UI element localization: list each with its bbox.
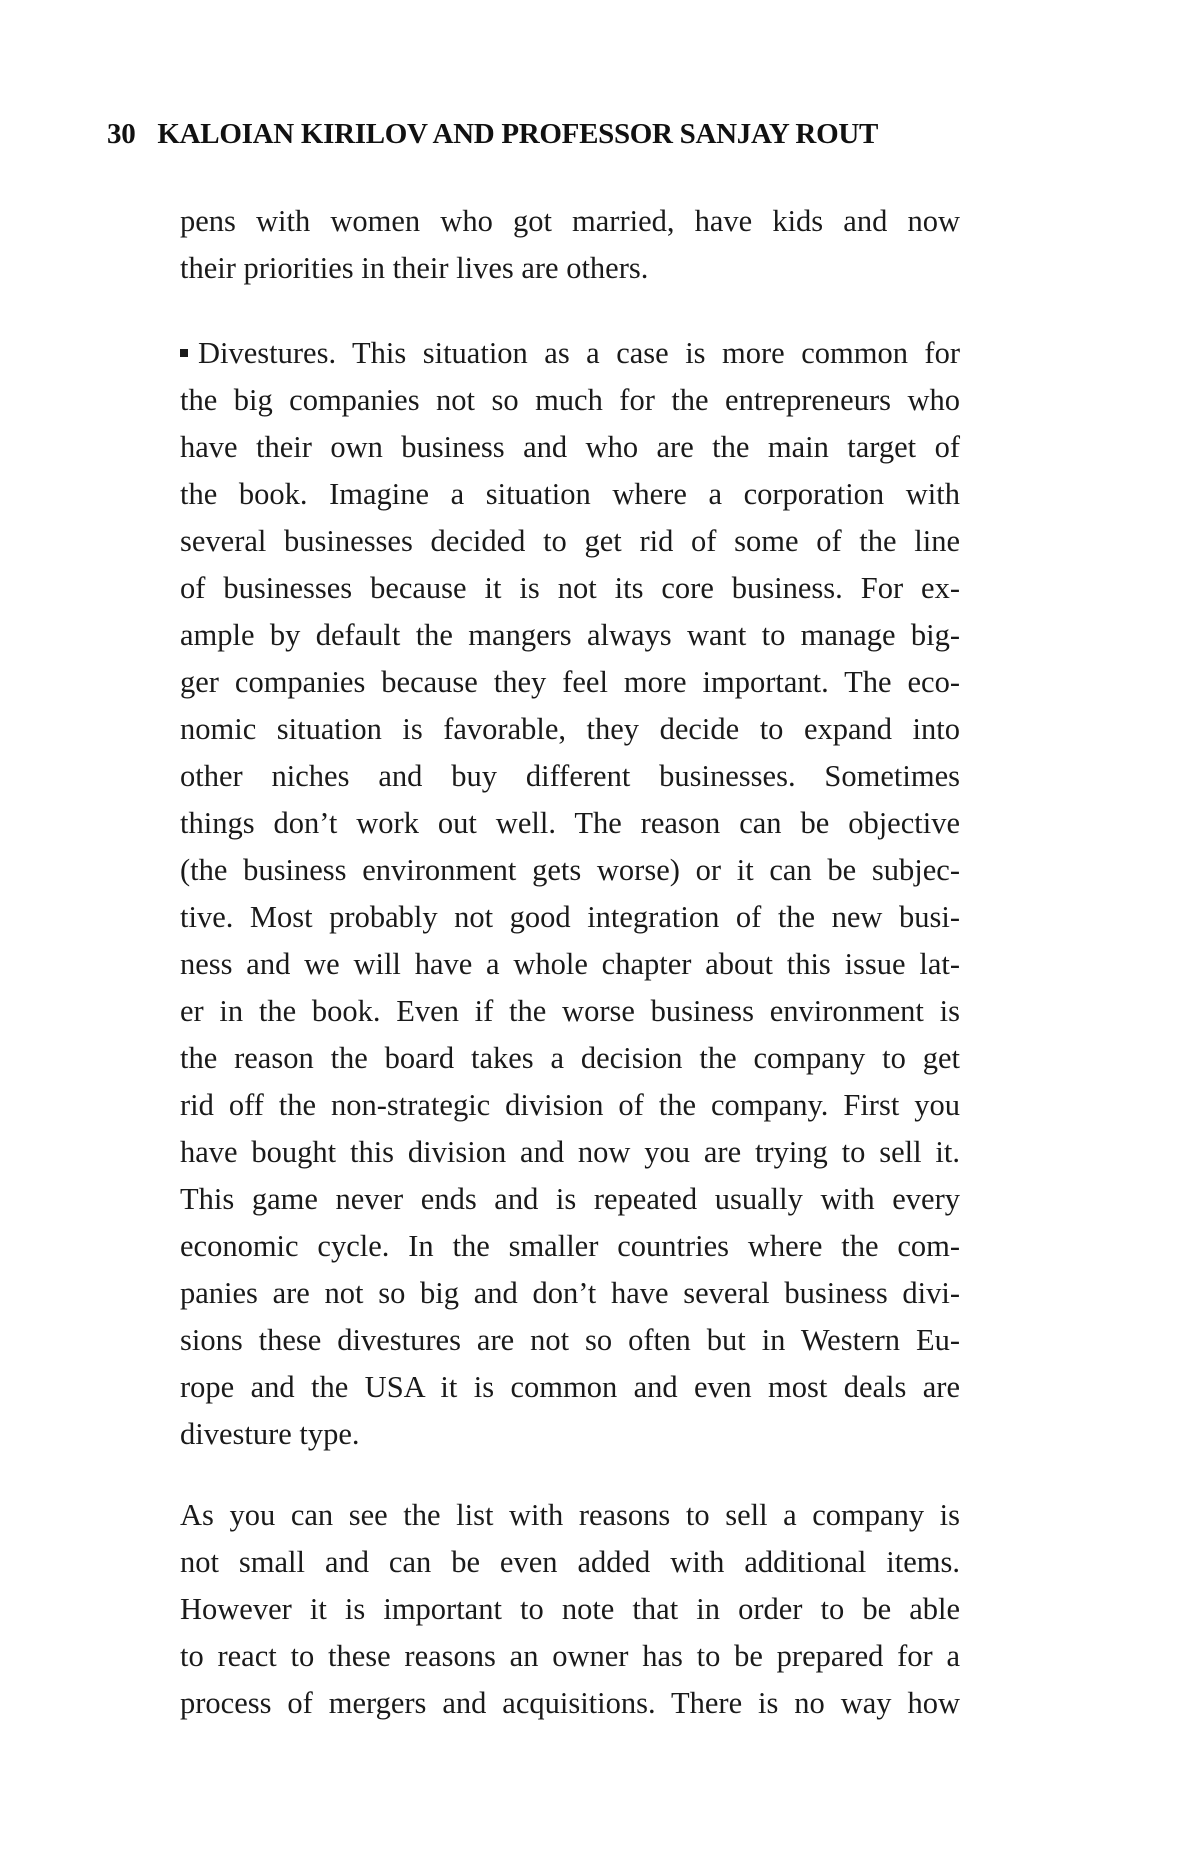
text-line: tive. Most probably not good integration of the new busi- (180, 900, 960, 934)
text-line: things don’t work out well. The reason can be objective (180, 806, 960, 840)
text-line: other niches and buy different businesses. Sometimes (180, 759, 960, 793)
text-line: This game never ends and is repeated usually with every (180, 1182, 960, 1216)
text-line: their priorities in their lives are others. (180, 251, 649, 285)
text-line: However it is important to note that in order to be able (180, 1592, 960, 1626)
text-line: rid off the non-strategic division of the company. First you (180, 1088, 960, 1122)
text-line: process of mergers and acquisitions. There is no way how (180, 1686, 960, 1720)
text-line: pens with women who got married, have kids and now (180, 204, 960, 238)
text-line: panies are not so big and don’t have several business divi- (180, 1276, 960, 1310)
paragraph-conclusion (180, 1492, 960, 1727)
running-header (107, 118, 878, 151)
text-line: of businesses because it is not its core business. For ex- (180, 571, 960, 605)
text-line: have their own business and who are the main target of (180, 430, 960, 464)
text-line: have bought this division and now you are trying to sell it. (180, 1135, 960, 1169)
text-line: ness and we will have a whole chapter about this issue lat- (180, 947, 960, 981)
text-line: er in the book. Even if the worse business environment is (180, 994, 960, 1028)
text-line: (the business environment gets worse) or it can be subjec- (180, 853, 960, 887)
text-line: ger companies because they feel more important. The eco- (180, 665, 960, 699)
text-line: sions these divestures are not so often but in Western Eu- (180, 1323, 960, 1357)
paragraph-continuation (180, 198, 960, 292)
text-line: the big companies not so much for the entrepreneurs who (180, 383, 960, 417)
text-line: not small and can be even added with additional items. (180, 1545, 960, 1579)
text-line: economic cycle. In the smaller countries where the com- (180, 1229, 960, 1263)
text-line: divesture type. (180, 1417, 360, 1451)
text-line: the book. Imagine a situation where a corporation with (180, 477, 960, 511)
text-line: the reason the board takes a decision the company to get (180, 1041, 960, 1075)
text-line: nomic situation is favorable, they decide to expand into (180, 712, 960, 746)
text-line: Divestures. This situation as a case is more common for (198, 336, 960, 370)
text-line: As you can see the list with reasons to sell a company is (180, 1498, 960, 1532)
text-line: to react to these reasons an owner has to be prepared for a (180, 1639, 960, 1673)
square-bullet-icon (180, 349, 188, 357)
page-number: 30 (107, 118, 136, 150)
text-line: rope and the USA it is common and even most deals are (180, 1370, 960, 1404)
text-line: ample by default the mangers always want to manage big- (180, 618, 960, 652)
running-title: KALOIAN KIRILOV AND PROFESSOR SANJAY ROUT (157, 118, 879, 150)
bullet-item-divestures (180, 330, 960, 1458)
text-line: several businesses decided to get rid of some of the line (180, 524, 960, 558)
